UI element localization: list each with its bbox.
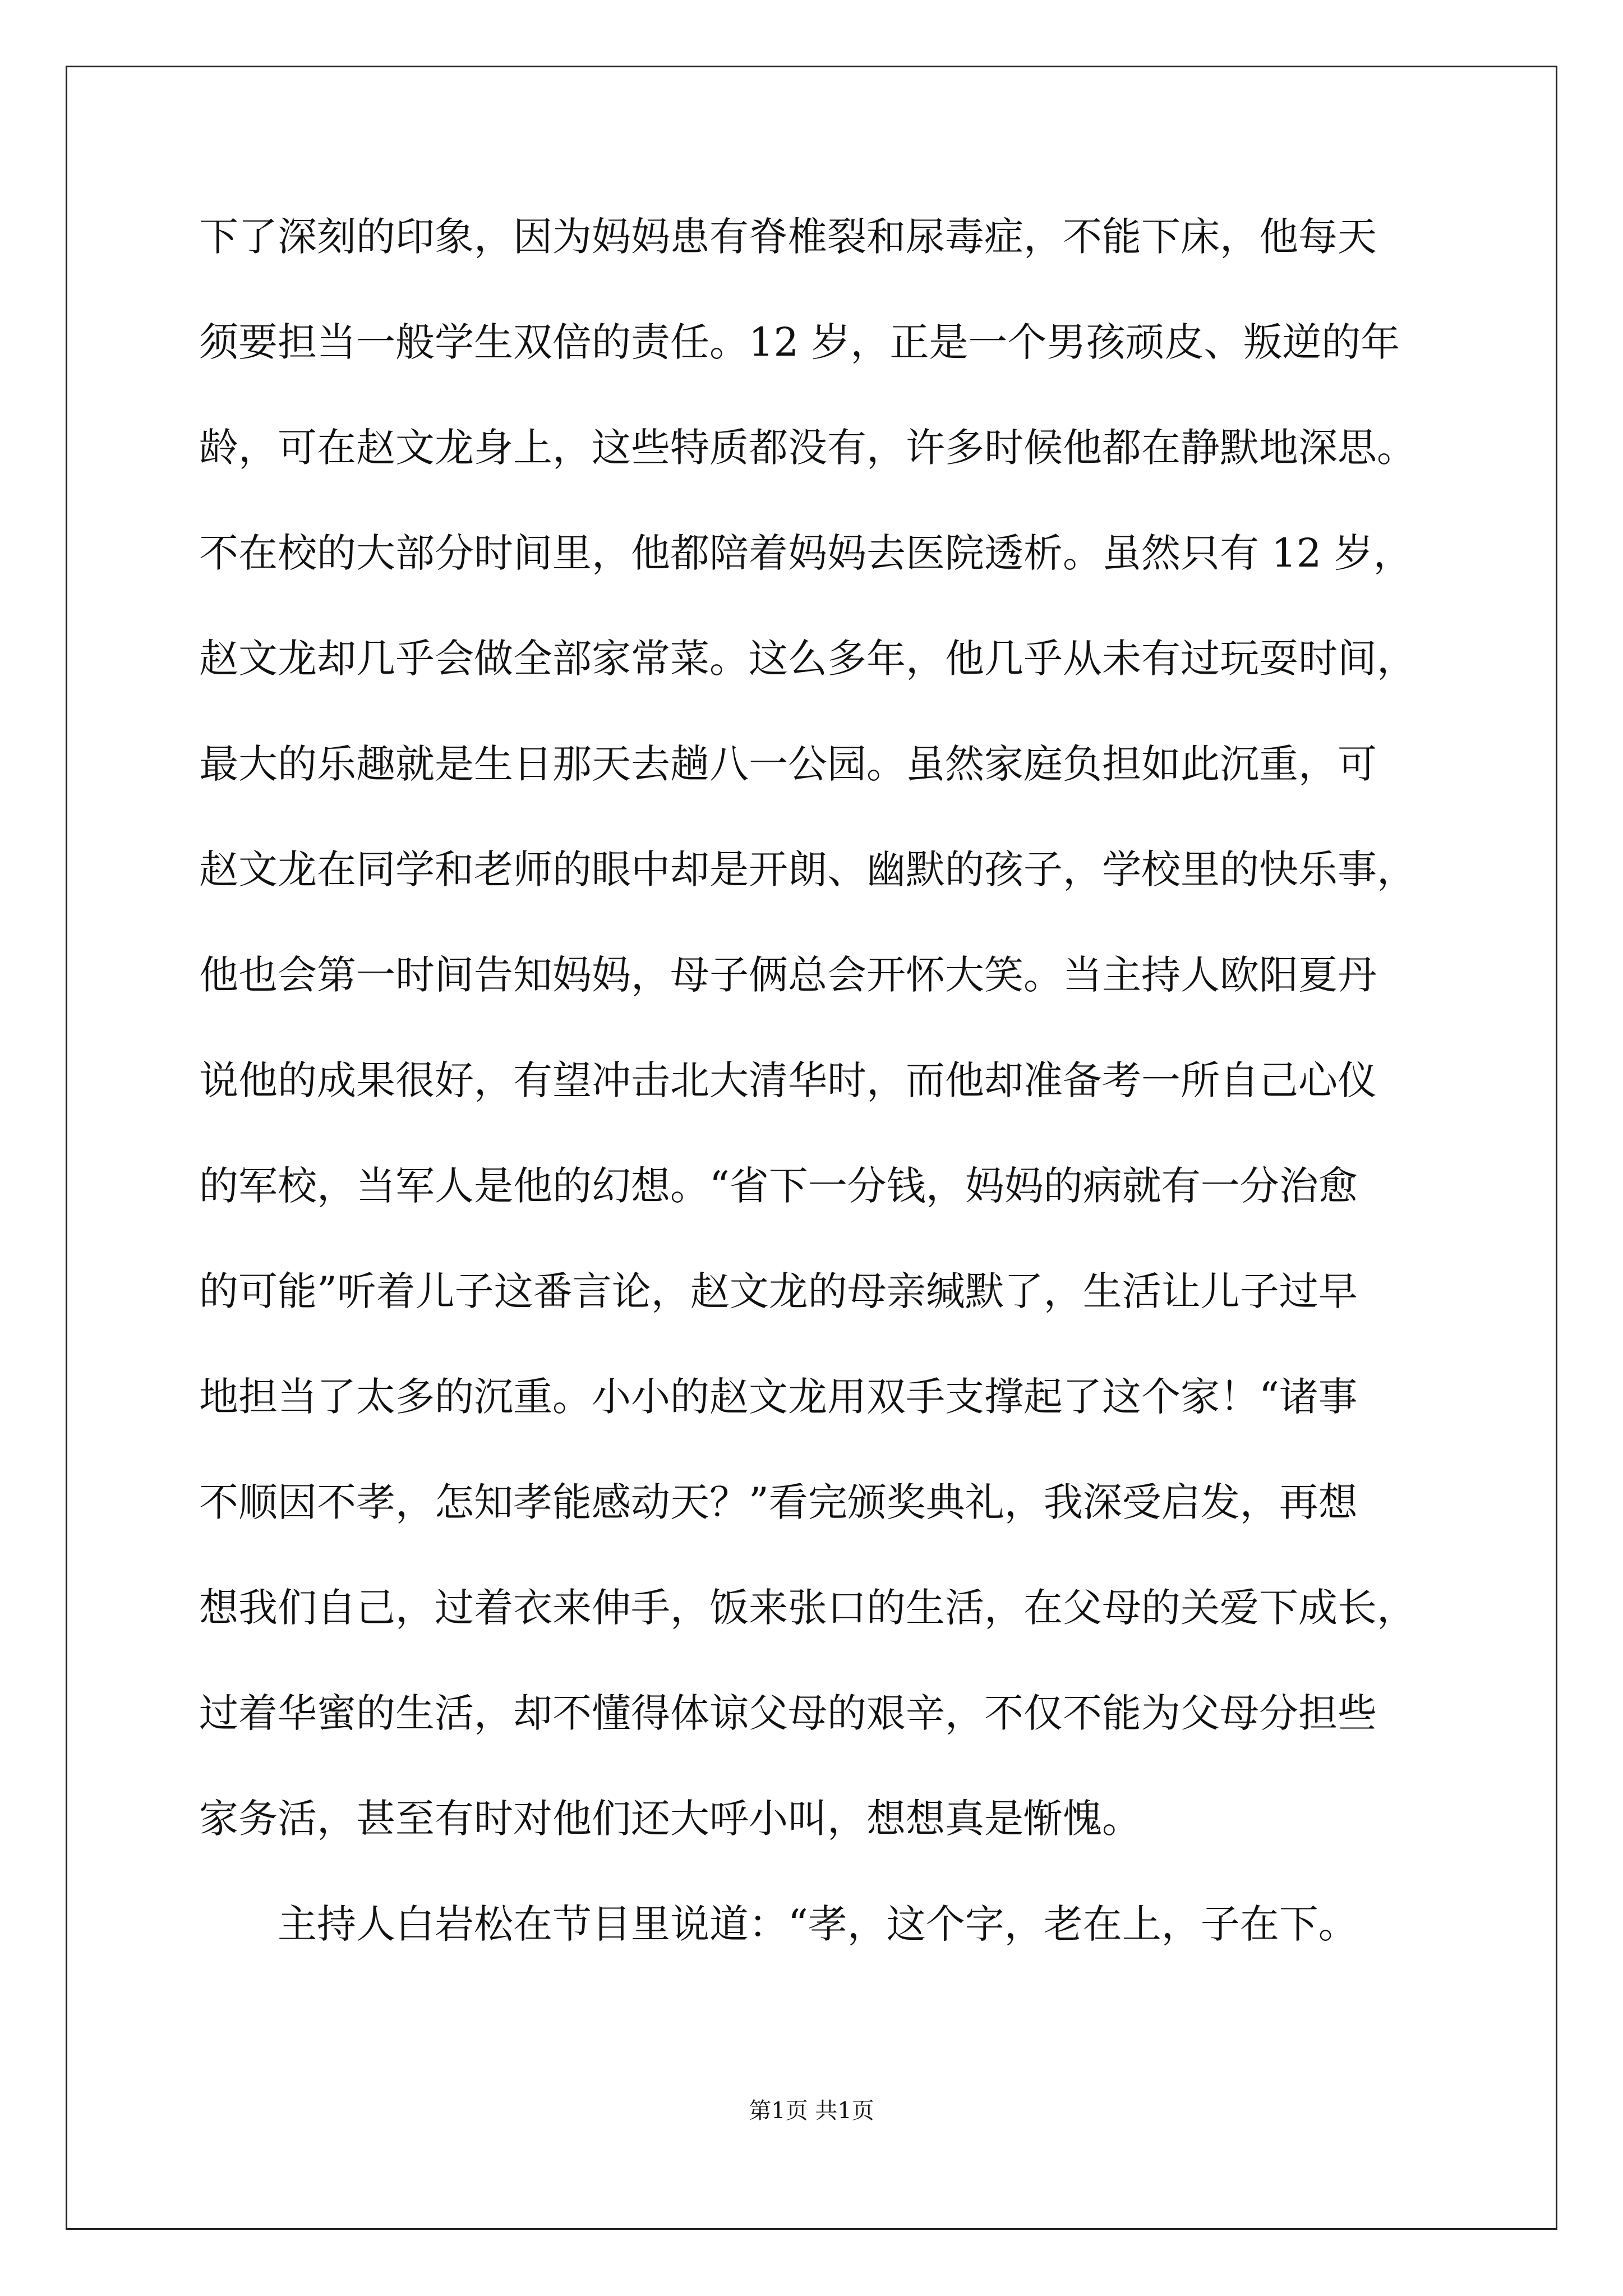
text-line: 他也会第一时间告知妈妈，母子俩总会开怀大笑。当主持人欧阳夏丹 xyxy=(199,952,1377,998)
text-line: 说他的成果很好，有望冲击北大清华时，而他却准备考一所自己心仪 xyxy=(199,1057,1377,1103)
text-line: 下了深刻的印象，因为妈妈患有脊椎裂和尿毒症，不能下床，他每天 xyxy=(199,214,1377,260)
text-line: 想我们自己，过着衣来伸手，饭来张口的生活，在父母的关爱下成长， xyxy=(199,1585,1416,1631)
text-line: 的军校，当军人是他的幻想。“省下一分钱，妈妈的病就有一分治愈 xyxy=(199,1163,1358,1209)
page-number-footer: 第1页 共1页 xyxy=(749,2098,874,2124)
text-line: 最大的乐趣就是生日那天去趟八一公园。虽然家庭负担如此沉重，可 xyxy=(199,741,1377,787)
text-line: 不顺因不孝，怎知孝能感动天？”看完颁奖典礼，我深受启发，再想 xyxy=(199,1479,1358,1525)
text-line: 龄，可在赵文龙身上，这些特质都没有，许多时候他都在静默地深思。 xyxy=(199,425,1416,471)
text-line: 赵文龙在同学和老师的眼中却是开朗、幽默的孩子，学校里的快乐事， xyxy=(199,846,1416,892)
text-line: 须要担当一般学生双倍的责任。12 岁，正是一个男孩顽皮、叛逆的年 xyxy=(199,319,1400,365)
text-line: 赵文龙却几乎会做全部家常菜。这么多年，他几乎从未有过玩耍时间， xyxy=(199,636,1416,682)
text-line: 的可能”听着儿子这番言论，赵文龙的母亲缄默了，生活让儿子过早 xyxy=(199,1268,1358,1314)
paragraph-first-line: 主持人白岩松在节目里说道：“孝，这个字，老在上，子在下。 xyxy=(278,1901,1358,1947)
text-line: 不在校的大部分时间里，他都陪着妈妈去医院透析。虽然只有 12 岁， xyxy=(199,530,1413,576)
text-line: 过着华蜜的生活，却不懂得体谅父母的艰辛，不仅不能为父母分担些 xyxy=(199,1690,1377,1736)
text-line: 家务活，甚至有时对他们还大呼小叫，想想真是惭愧。 xyxy=(199,1796,1141,1842)
text-line: 地担当了太多的沉重。小小的赵文龙用双手支撑起了这个家！“诸事 xyxy=(199,1374,1358,1420)
